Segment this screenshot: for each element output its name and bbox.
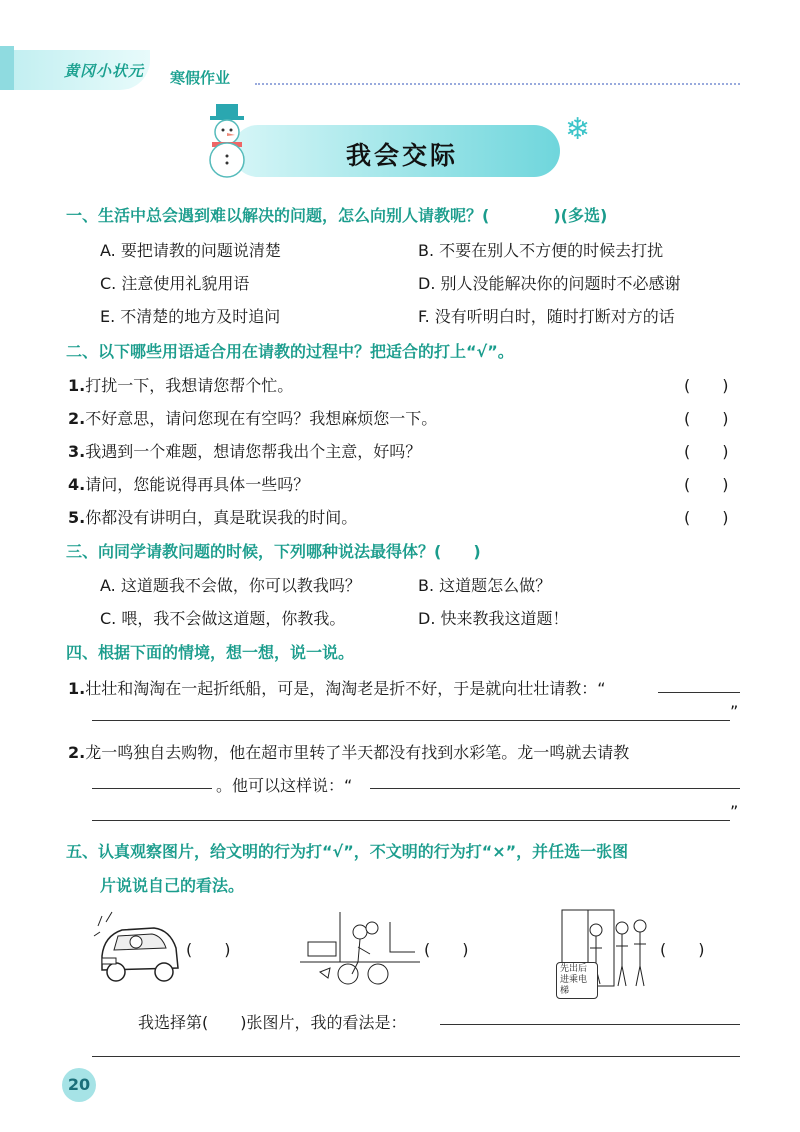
q4-item-2-continued: 。他可以这样说：“ [216, 776, 353, 795]
picture-2-answer-paren[interactable]: ( ) [424, 940, 469, 959]
q2-item-text: 你都没有讲明白，真是耽误我的时间。 [85, 508, 358, 527]
answer-line[interactable] [370, 788, 740, 789]
q4-item-number: 1. [68, 679, 86, 698]
q2-answer-paren[interactable]: ( ) [684, 409, 729, 428]
q4-item-2 [68, 740, 629, 763]
close-quote: ” [730, 702, 739, 721]
q3-option-a: A. 这道题我不会做，你可以教我吗？ [100, 576, 361, 595]
q2-prompt: 二、以下哪些用语适合用在请教的过程中？把适合的打上“√”。 [66, 342, 514, 361]
q1-option-d: D. 别人没能解决你的问题时不必感谢 [418, 274, 681, 293]
answer-line[interactable] [440, 1024, 740, 1025]
q2-item [68, 439, 421, 462]
answer-line[interactable] [92, 820, 730, 821]
q1-prompt: 一、生活中总会遇到难以解决的问题，怎么向别人请教呢？( )(多选) [66, 206, 608, 225]
q4-item-text: 壮壮和淘淘在一起折纸船，可是，淘淘老是折不好，于是就向壮壮请教：“ [85, 679, 606, 698]
q2-item-number: 1. [68, 376, 86, 395]
header-divider [255, 83, 740, 85]
snowman-icon [198, 100, 258, 180]
answer-line[interactable] [92, 1056, 740, 1057]
q3-option-d: D. 快来教我这道题！ [418, 609, 569, 628]
series-title: 寒假作业 [170, 69, 231, 87]
q5-prompt-line2: 片说说自己的看法。 [100, 876, 245, 895]
q5-prompt-line1: 五、认真观察图片，给文明的行为打“√”，不文明的行为打“×”，并任选一张图 [66, 842, 629, 861]
q4-item-text: 龙一鸣独自去购物，他在超市里转了半天都没有找到水彩笔。龙一鸣就去请教 [85, 743, 630, 762]
close-quote: ” [730, 802, 739, 821]
q2-item-text: 请问，您能说得再具体一些吗？ [85, 475, 310, 494]
q2-item [68, 373, 293, 396]
q2-answer-paren[interactable]: ( ) [684, 508, 729, 527]
q1-option-a: A. 要把请教的问题说清楚 [100, 241, 281, 260]
q3-option-c: C. 喂，我不会做这道题，你教我。 [100, 609, 346, 628]
elevator-sign: 先出后进乘电梯 [556, 962, 598, 999]
q1-option-c: C. 注意使用礼貌用语 [100, 274, 250, 293]
car-driver-picture [92, 908, 187, 988]
q2-item-text: 打扰一下，我想请您帮个忙。 [85, 376, 294, 395]
q2-answer-paren[interactable]: ( ) [684, 442, 729, 461]
q2-item-number: 2. [68, 409, 86, 428]
answer-line[interactable] [92, 720, 730, 721]
page-number: 20 [62, 1068, 96, 1102]
q2-item [68, 406, 437, 429]
q2-item-text: 不好意思，请问您现在有空吗？我想麻烦您一下。 [85, 409, 438, 428]
q2-item [68, 505, 357, 528]
street-bicycle-picture [300, 902, 420, 992]
q2-answer-paren[interactable]: ( ) [684, 376, 729, 395]
choose-picture-prompt: 我选择第( )张图片，我的看法是： [138, 1013, 407, 1032]
picture-3-answer-paren[interactable]: ( ) [660, 940, 705, 959]
q3-option-b: B. 这道题怎么做？ [418, 576, 552, 595]
q4-prompt: 四、根据下面的情境，想一想，说一说。 [66, 643, 355, 662]
q1-option-b: B. 不要在别人不方便的时候去打扰 [418, 241, 664, 260]
q2-item-text: 我遇到一个难题，想请您帮我出个主意，好吗？ [85, 442, 422, 461]
q1-option-f: F. 没有听明白时，随时打断对方的话 [418, 307, 675, 326]
brand-logo: 黄冈小状元 [64, 62, 145, 80]
q3-prompt: 三、向同学请教问题的时候，下列哪种说法最得体？( ) [66, 542, 481, 561]
q4-item-1 [68, 676, 606, 699]
page-title: 我会交际 [345, 141, 458, 170]
picture-1-answer-paren[interactable]: ( ) [186, 940, 231, 959]
q2-answer-paren[interactable]: ( ) [684, 475, 729, 494]
q1-option-e: E. 不清楚的地方及时追问 [100, 307, 281, 326]
q2-item [68, 472, 309, 495]
q2-item-number: 5. [68, 508, 86, 527]
answer-line[interactable] [92, 788, 212, 789]
answer-line[interactable] [658, 692, 740, 693]
q2-item-number: 4. [68, 475, 86, 494]
snowflake-icon: ❄ [565, 112, 591, 147]
header-band [0, 46, 14, 90]
q2-item-number: 3. [68, 442, 86, 461]
q4-item-number: 2. [68, 743, 86, 762]
